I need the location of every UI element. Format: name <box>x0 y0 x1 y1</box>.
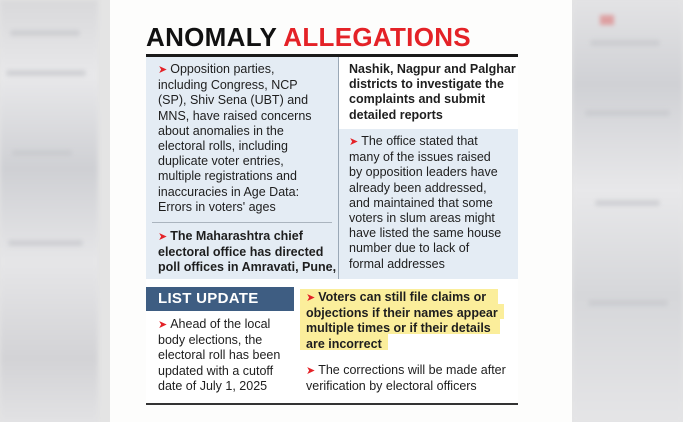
background-text-blur <box>590 40 660 46</box>
background-color-blur <box>600 15 614 25</box>
background-text-blur <box>595 200 660 206</box>
background-text-blur <box>10 30 80 36</box>
title-allegations: ALLEGATIONS <box>283 22 471 52</box>
blurred-background-right <box>572 0 683 422</box>
background-text-blur <box>6 70 86 76</box>
red-arrow-bullet-icon: ➤ <box>158 64 168 76</box>
title-anomaly: ANOMALY <box>146 22 277 52</box>
claims-objections-paragraph: ➤ Voters can still file claims or objections if their names appear multiple times or if their details are incorrect <box>306 290 498 351</box>
background-text-blur <box>12 150 72 156</box>
background-text-blur <box>585 110 670 116</box>
background-text-blur <box>8 240 83 246</box>
red-arrow-bullet-icon: ➤ <box>158 231 168 243</box>
cutoff-date-paragraph: ➤ Ahead of the local body elections, the electoral roll has been updated with a cutoff date of July 1, 2025 <box>158 317 281 393</box>
office-statement-paragraph: ➤ The office stated that many of the issues raised by opposition leaders have already been addressed, and maintained that some voters in slum areas might have listed the same house number due to lack of formal addresses <box>349 134 502 271</box>
opposition-paragraph: ➤ Opposition parties, including Congress, NCP (SP), Shiv Sena (UBT) and MNS, have raised concerns about anomalies in the electoral rolls, including duplicate voter entries, multiple registrations and inaccuracies in Age Data: Errors in voters' ages <box>158 62 312 214</box>
red-arrow-bullet-icon: ➤ <box>306 365 316 377</box>
list-update-heading: LIST UPDATE <box>146 287 294 311</box>
left-divider <box>152 222 332 223</box>
chief-electoral-paragraph: ➤ The Maharashtra chief electoral office has directed poll offices in Amravati, Pune, <box>158 229 337 275</box>
background-text-blur <box>588 300 668 306</box>
blurred-background-left <box>0 0 98 422</box>
red-arrow-bullet-icon: ➤ <box>306 292 316 304</box>
corrections-paragraph: ➤ The corrections will be made after verification by electoral officers <box>306 363 506 394</box>
districts-paragraph: Nashik, Nagpur and Palghar districts to investigate the complaints and submit detailed reports <box>349 62 516 122</box>
infographic-title <box>146 22 471 52</box>
red-arrow-bullet-icon: ➤ <box>349 136 359 148</box>
red-arrow-bullet-icon: ➤ <box>158 319 168 331</box>
